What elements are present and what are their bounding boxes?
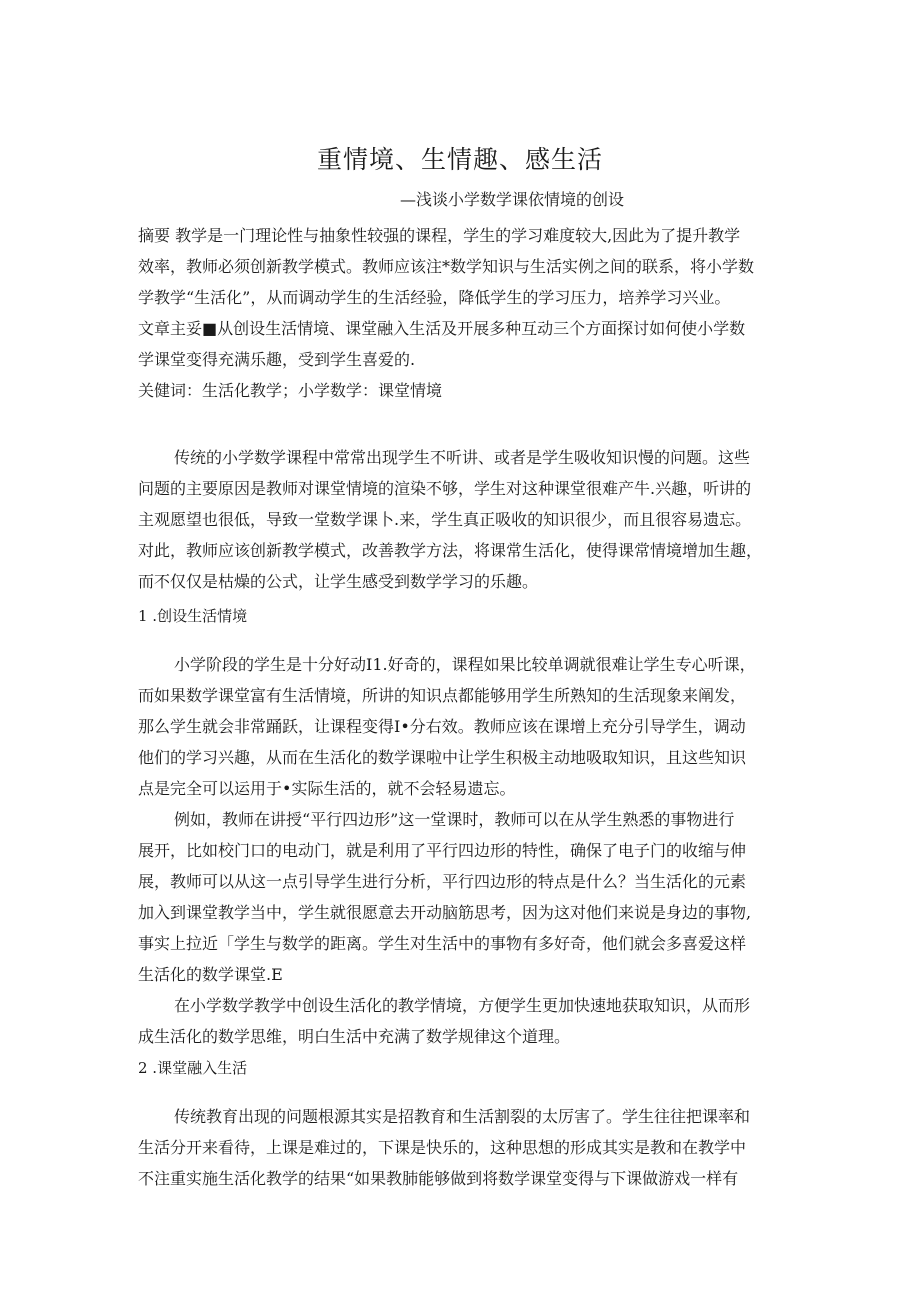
abstract-line: 效率，教师必须创新教学模式。教师应该注*数学知识与生活实例之间的联系，将小学数 xyxy=(138,257,755,276)
paragraph-line: 问题的主要原因是教师对课堂情境的渲染不够，学生对这种课堂很难产牛.兴趣，听讲的 xyxy=(138,479,752,498)
paragraph-line: 事实上拉近「学生与数学的距离。学生对生活中的事物有多好奇，他们就会多喜爱这样 xyxy=(138,934,747,953)
paragraph-line: 在小学数学教学中创设生活化的教学情境，方便学生更加快速地获取知识，从而形 xyxy=(174,996,751,1015)
paragraph-line: 展开，比如校门口的电动门，就是利用了平行四边形的特性，确保了电子门的收缩与伸 xyxy=(138,841,747,860)
intro-paragraph xyxy=(138,442,798,597)
abstract-line: 摘要 教学是一门理论性与抽象性较强的课程，学生的学习难度较大,因此为了提升教学 xyxy=(138,226,741,245)
paragraph-line: 传统的小学数学课程中常常出现学生不听讲、或者是学生吸收知识慢的问题。这些 xyxy=(174,448,751,467)
paragraph-line: 主观愿望也很低，导致一堂数学课卜.来，学生真正吸收的知识很少，而且很容易遗忘。 xyxy=(138,510,752,529)
paragraph-line: 那么学生就会非常踊跃，让课程变得I•分右效。教师应该在课增上充分引导学生，调动 xyxy=(138,717,746,736)
paragraph-line: 例如，教师在讲授“平行四边形”这一堂课时，教师可以在从学生熟悉的事物进行 xyxy=(174,810,735,829)
paragraph-line: 点是完全可以运用于•实际生活的，就不会轻易遗忘。 xyxy=(138,779,516,798)
section-heading-1: 1 .创设生活情境 xyxy=(138,607,248,625)
paragraph-line: 展，教师可以从这一点引导学生进行分析，平行四边形的特点是什么？当生活化的元素 xyxy=(138,872,747,891)
paragraph-line: 对此，教师应该创新教学模式，改善教学方法，将课常生活化，使得课常情境增加生趣， xyxy=(138,541,763,560)
section1-paragraph-2 xyxy=(138,804,798,990)
paragraph-line: 而不仅仅是枯燥的公式，让学生感受到数学学习的乐趣。 xyxy=(138,572,539,591)
paragraph-line: 加入到课堂教学当中，学生就很愿意去开动脑筋思考，因为这对他们来说是身边的事物, xyxy=(138,903,752,922)
abstract xyxy=(138,220,798,406)
paragraph-line: 生活化的数学课堂.E xyxy=(138,965,283,984)
abstract-line: 文章主妥■从创设生活情境、课堂融入生活及开展多种互动三个方面探讨如何使小学数 xyxy=(138,319,746,338)
section1-paragraph-1 xyxy=(138,649,798,804)
keywords: 关健词：生活化教学；小学数学：课堂情境 xyxy=(138,381,443,400)
paragraph-line: 而如果数学课堂富有生活情境，所讲的知识点都能够用学生所熟知的生活现象来阐发， xyxy=(138,686,747,705)
paragraph-line: 小学阶段的学生是十分好动I1.好奇的，课程如果比较单调就很难让学生专心听课， xyxy=(174,655,756,674)
abstract-line: 学课堂变得充满乐趣，受到学生喜爱的. xyxy=(138,350,416,369)
section-heading-2: 2 .课堂融入生活 xyxy=(138,1059,248,1077)
paragraph-line: 生活分开来看待，上课是难过的，下课是快乐的，这种思想的形成其实是教和在教学中 xyxy=(138,1138,747,1157)
paragraph-line: 成生活化的数学思维，明白生活中充满了数学规律这个道理。 xyxy=(138,1027,571,1046)
document-subtitle: —浅谈小学数学课依情境的创设 xyxy=(400,190,625,209)
document-title: 重情境、生情趣、感生活 xyxy=(316,145,603,174)
paragraph-line: 不注重实施生活化教学的结果“如果教肺能够做到将数学课堂变得与下课做游戏一样有 xyxy=(138,1169,739,1188)
section1-paragraph-3 xyxy=(138,990,798,1052)
paragraph-line: 他们的学习兴趣，从而在生活化的数学课啦中让学生积极主动地吸取知识，且这些知识 xyxy=(138,748,747,767)
section2-paragraph-1 xyxy=(138,1101,798,1194)
paragraph-line: 传统教育出现的问题根源其实是招教育和生活割裂的太厉害了。学生往往把课率和 xyxy=(174,1107,751,1126)
abstract-line: 学教学“生活化”，从而调动学生的生活经验，降低学生的学习压力，培养学习兴业。 xyxy=(138,288,731,307)
